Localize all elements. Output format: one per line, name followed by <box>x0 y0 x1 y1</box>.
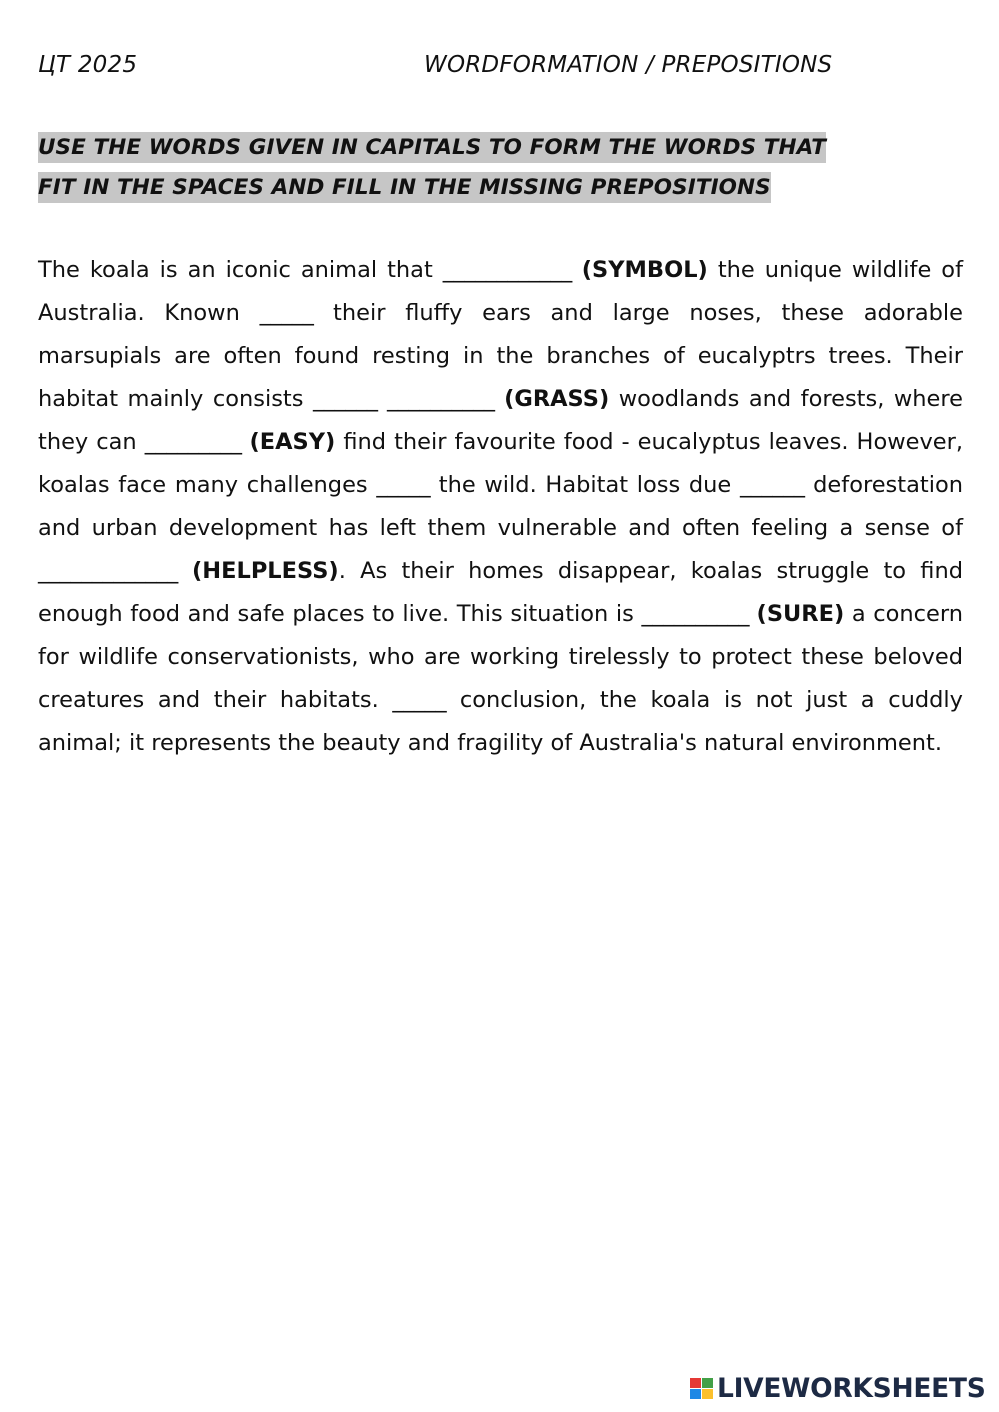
passage-text: . As their homes disappear, koalas struggle to find enough food and safe places to live. This situation is <box>38 558 964 627</box>
instructions-line-1: USE THE WORDS GIVEN IN CAPITALS TO FORM THE WORDS THAT <box>38 132 826 163</box>
keyword-helpless: (HELPLESS) <box>192 558 339 584</box>
blank-7[interactable]: ______ <box>739 472 805 498</box>
keyword-symbol: (SYMBOL) <box>581 257 708 283</box>
passage-text: the wild. Habitat loss due <box>430 472 740 498</box>
page-header <box>38 52 958 82</box>
blank-9[interactable]: __________ <box>641 601 749 627</box>
reading-passage <box>38 249 963 765</box>
logo-cube-icon <box>690 1378 714 1400</box>
logo-text: LIVEWORKSHEETS <box>717 1373 986 1404</box>
blank-4[interactable]: __________ <box>387 386 495 412</box>
instructions-line-2: FIT IN THE SPACES AND FILL IN THE MISSING PREPOSITIONS <box>38 172 771 203</box>
instructions <box>38 128 958 208</box>
blank-10[interactable]: _____ <box>392 687 447 713</box>
worksheet-topic: WORDFORMATION / PREPOSITIONS <box>424 52 833 78</box>
blank-6[interactable]: _____ <box>376 472 431 498</box>
passage-text: The koala is an iconic animal that <box>38 257 443 283</box>
liveworksheets-logo <box>690 1373 990 1403</box>
blank-5[interactable]: _________ <box>144 429 242 455</box>
keyword-easy: (EASY) <box>249 429 336 455</box>
passage-text: deforestation and urban development has left them vulnerable and often feeling a sense of <box>38 472 963 541</box>
keyword-grass: (GRASS) <box>504 386 610 412</box>
blank-2[interactable]: _____ <box>259 300 314 326</box>
passage-text: conclusion, the koala is not just a cuddly animal; it represents the beauty and fragility of Australia's natural environment. <box>38 687 963 756</box>
blank-3[interactable]: ______ <box>313 386 378 412</box>
keyword-sure: (SURE) <box>756 601 845 627</box>
passage-text: find their favourite food - eucalyptus leaves. However, koalas face many challenges <box>38 429 964 498</box>
blank-8[interactable]: _____________ <box>38 558 178 584</box>
blank-1[interactable]: ____________ <box>442 257 572 283</box>
passage-text: their fluffy ears and large noses, these adorable marsupials are often found resting in the branches of eucalyptrs trees. Their habitat mainly consists <box>38 300 963 412</box>
passage-text: a concern for wildlife conservationists, who are working tirelessly to protect these beloved creatures and their habitats. <box>38 601 963 713</box>
exam-label: ЦТ 2025 <box>38 52 138 78</box>
passage-text: woodlands and forests, where they can <box>38 386 963 455</box>
passage-text: the unique wildlife of Australia. Known <box>38 257 963 326</box>
